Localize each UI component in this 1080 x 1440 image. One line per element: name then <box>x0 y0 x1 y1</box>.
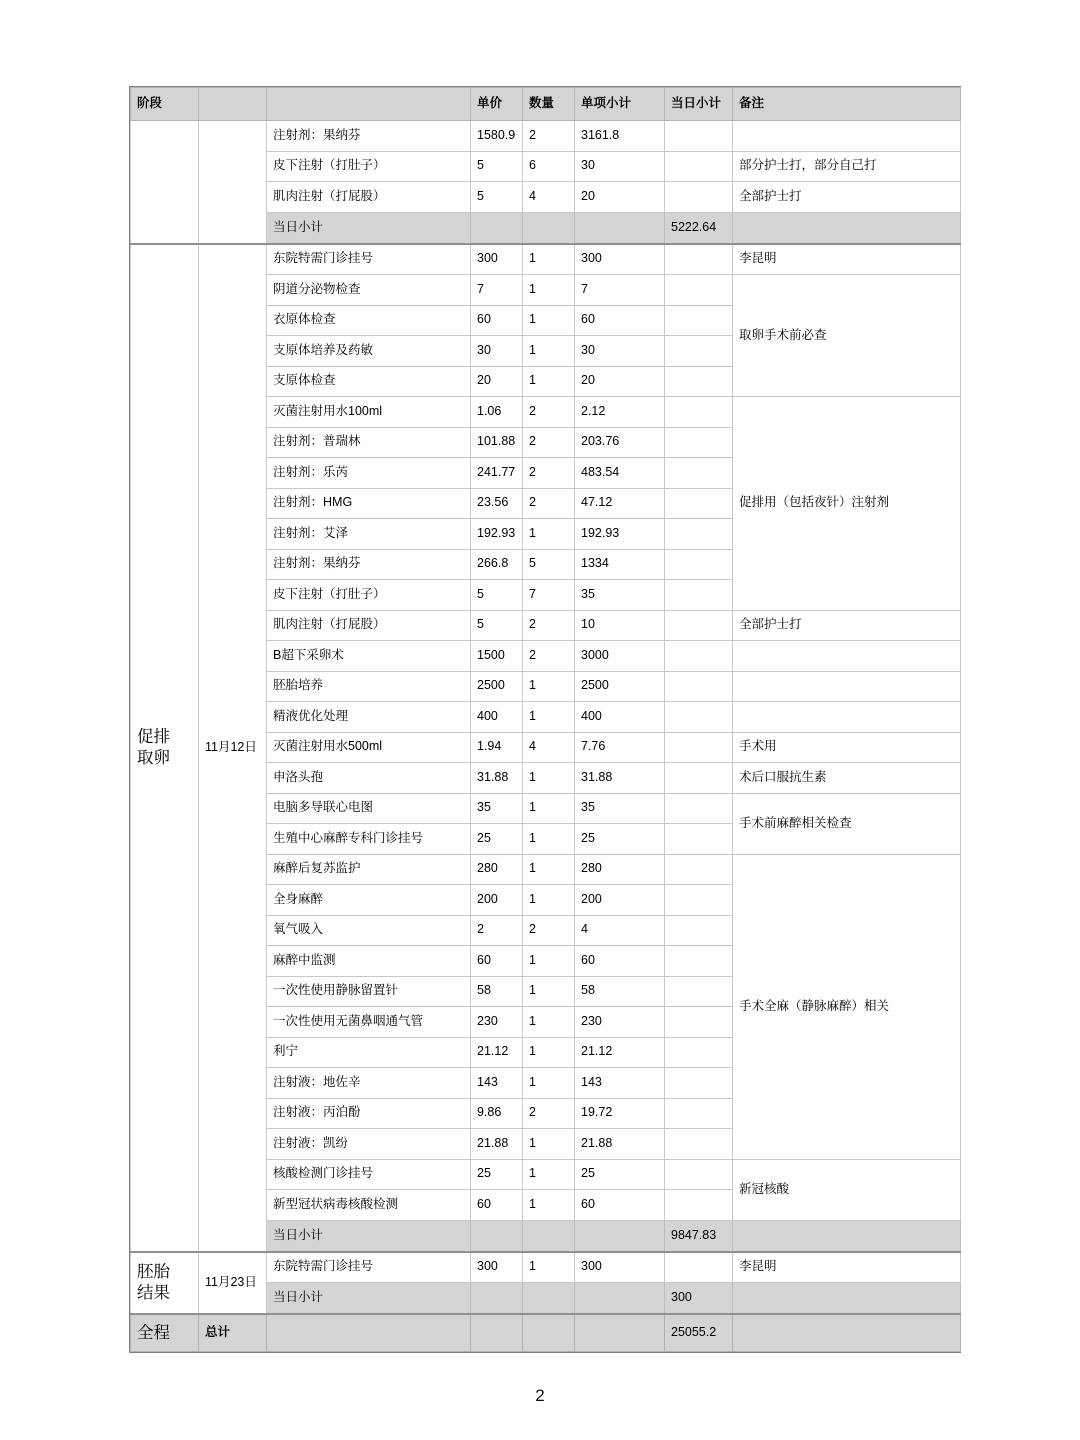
cell-qty: 2 <box>523 610 575 641</box>
cell-qty: 2 <box>523 121 575 152</box>
cell-qty: 1 <box>523 702 575 733</box>
cell-daysub <box>665 885 733 916</box>
cell-item: 麻醉后复苏监护 <box>267 854 471 885</box>
cell-sub: 3000 <box>575 641 665 672</box>
cell-qty: 1 <box>523 671 575 702</box>
cell-daysub <box>665 1007 733 1038</box>
cell-price: 266.8 <box>471 549 523 580</box>
cell-item: 注射液：丙泊酚 <box>267 1098 471 1129</box>
cell-item: 灭菌注射用水500ml <box>267 732 471 763</box>
cell-qty: 4 <box>523 182 575 213</box>
cell-sub: 60 <box>575 305 665 336</box>
cell-qty: 1 <box>523 1159 575 1190</box>
cell-daysub <box>665 1159 733 1190</box>
cell-remark: 新冠核酸 <box>733 1159 961 1220</box>
cell-item: 注射剂：乐芮 <box>267 458 471 489</box>
cell-item: 精液优化处理 <box>267 702 471 733</box>
column-header-item <box>267 88 471 121</box>
cell-remark <box>733 702 961 733</box>
cell-price: 280 <box>471 854 523 885</box>
cell-price: 230 <box>471 1007 523 1038</box>
cell-daysub <box>665 121 733 152</box>
cell-sub: 47.12 <box>575 488 665 519</box>
cell-qty: 2 <box>523 641 575 672</box>
cell-price: 5 <box>471 610 523 641</box>
cell-item: 全身麻醉 <box>267 885 471 916</box>
cell-price: 143 <box>471 1068 523 1099</box>
cell-sub: 30 <box>575 151 665 182</box>
cell-sub: 30 <box>575 336 665 367</box>
stage-cell: 促排 取卵 <box>131 244 199 1252</box>
cell-daysub <box>665 854 733 885</box>
cell-sub: 25 <box>575 1159 665 1190</box>
cell-sub: 10 <box>575 610 665 641</box>
cell-price: 58 <box>471 976 523 1007</box>
cell-item: 注射液：地佐辛 <box>267 1068 471 1099</box>
cell-item: B超下采卵术 <box>267 641 471 672</box>
cell-sub: 60 <box>575 946 665 977</box>
grand-total-row <box>131 1314 961 1352</box>
cell-price: 20 <box>471 366 523 397</box>
cell-sub: 7.76 <box>575 732 665 763</box>
cell-daysub <box>665 549 733 580</box>
date-cell: 11月23日 <box>199 1252 267 1315</box>
subtotal-empty-remark <box>733 1283 961 1315</box>
cost-table <box>130 87 961 1352</box>
grand-total-empty-qty <box>523 1314 575 1352</box>
subtotal-empty-remark <box>733 212 961 244</box>
cell-sub: 21.88 <box>575 1129 665 1160</box>
cell-sub: 230 <box>575 1007 665 1038</box>
cell-price: 60 <box>471 305 523 336</box>
cell-price: 300 <box>471 1252 523 1283</box>
cell-item: 一次性使用静脉留置针 <box>267 976 471 1007</box>
cell-item: 注射剂：普瑞林 <box>267 427 471 458</box>
column-header-daysub: 当日小计 <box>665 88 733 121</box>
cell-daysub <box>665 915 733 946</box>
day-subtotal-label: 当日小计 <box>267 1283 471 1315</box>
cell-qty: 1 <box>523 1007 575 1038</box>
cell-daysub <box>665 488 733 519</box>
cell-item: 麻醉中监测 <box>267 946 471 977</box>
cell-daysub <box>665 519 733 550</box>
cell-price: 241.77 <box>471 458 523 489</box>
cell-remark: 手术用 <box>733 732 961 763</box>
subtotal-empty-qty <box>523 212 575 244</box>
cell-daysub <box>665 1037 733 1068</box>
cell-price: 60 <box>471 946 523 977</box>
cell-price: 2500 <box>471 671 523 702</box>
column-header-remark: 备注 <box>733 88 961 121</box>
cell-item: 电脑多导联心电图 <box>267 793 471 824</box>
cell-qty: 1 <box>523 793 575 824</box>
cell-item: 新型冠状病毒核酸检测 <box>267 1190 471 1221</box>
cell-qty: 1 <box>523 1129 575 1160</box>
cell-item: 一次性使用无菌鼻咽通气管 <box>267 1007 471 1038</box>
cell-daysub <box>665 1068 733 1099</box>
cell-qty: 1 <box>523 1190 575 1221</box>
cell-qty: 1 <box>523 305 575 336</box>
cell-sub: 2500 <box>575 671 665 702</box>
cell-price: 31.88 <box>471 763 523 794</box>
cost-table-container <box>129 86 961 1353</box>
cell-price: 200 <box>471 885 523 916</box>
cell-qty: 2 <box>523 458 575 489</box>
cell-daysub <box>665 336 733 367</box>
cell-qty: 1 <box>523 824 575 855</box>
cell-qty: 4 <box>523 732 575 763</box>
cell-qty: 1 <box>523 885 575 916</box>
cell-price: 2 <box>471 915 523 946</box>
table-header-row <box>131 88 961 121</box>
grand-total-label: 总计 <box>199 1314 267 1352</box>
stage-cell <box>131 121 199 244</box>
cell-daysub <box>665 1129 733 1160</box>
cell-sub: 2.12 <box>575 397 665 428</box>
cell-price: 23.56 <box>471 488 523 519</box>
cell-price: 1500 <box>471 641 523 672</box>
cell-price: 1.94 <box>471 732 523 763</box>
cell-remark: 手术前麻醉相关检查 <box>733 793 961 854</box>
cell-item: 肌肉注射（打屁股） <box>267 610 471 641</box>
cell-daysub <box>665 1098 733 1129</box>
cell-remark: 取卵手术前必查 <box>733 275 961 397</box>
cell-qty: 5 <box>523 549 575 580</box>
subtotal-empty-qty <box>523 1220 575 1252</box>
cell-sub: 143 <box>575 1068 665 1099</box>
cell-price: 5 <box>471 580 523 611</box>
cell-qty: 1 <box>523 763 575 794</box>
cell-daysub <box>665 671 733 702</box>
cost-table-body <box>131 88 961 1352</box>
cell-sub: 1334 <box>575 549 665 580</box>
cell-remark: 李昆明 <box>733 244 961 275</box>
day-subtotal-label: 当日小计 <box>267 212 471 244</box>
cell-daysub <box>665 182 733 213</box>
cell-sub: 3161.8 <box>575 121 665 152</box>
cell-item: 注射剂：HMG <box>267 488 471 519</box>
cell-sub: 300 <box>575 244 665 275</box>
cell-qty: 1 <box>523 1037 575 1068</box>
grand-total-empty-remark <box>733 1314 961 1352</box>
cell-sub: 483.54 <box>575 458 665 489</box>
column-header-date <box>199 88 267 121</box>
column-header-price: 单价 <box>471 88 523 121</box>
cell-daysub <box>665 702 733 733</box>
stage-cell: 胚胎 结果 <box>131 1252 199 1315</box>
cell-daysub <box>665 366 733 397</box>
cell-remark: 手术全麻（静脉麻醉）相关 <box>733 854 961 1159</box>
cell-item: 注射液：凯纷 <box>267 1129 471 1160</box>
cell-qty: 2 <box>523 1098 575 1129</box>
cell-daysub <box>665 824 733 855</box>
cell-item: 氧气吸入 <box>267 915 471 946</box>
cell-item: 东院特需门诊挂号 <box>267 1252 471 1283</box>
cell-price: 5 <box>471 182 523 213</box>
day-subtotal-value: 9847.83 <box>665 1220 733 1252</box>
subtotal-empty-remark <box>733 1220 961 1252</box>
cell-sub: 31.88 <box>575 763 665 794</box>
cell-price: 300 <box>471 244 523 275</box>
subtotal-empty-sub <box>575 212 665 244</box>
cell-sub: 7 <box>575 275 665 306</box>
cell-price: 7 <box>471 275 523 306</box>
cell-daysub <box>665 580 733 611</box>
cell-item: 注射剂：果纳芬 <box>267 121 471 152</box>
subtotal-empty-price <box>471 212 523 244</box>
grand-total-value: 25055.2 <box>665 1314 733 1352</box>
cell-remark: 全部护士打 <box>733 182 961 213</box>
cell-sub: 60 <box>575 1190 665 1221</box>
grand-total-empty-sub <box>575 1314 665 1352</box>
cell-qty: 1 <box>523 366 575 397</box>
cell-qty: 1 <box>523 946 575 977</box>
cell-item: 灭菌注射用水100ml <box>267 397 471 428</box>
day-subtotal-value: 300 <box>665 1283 733 1315</box>
cell-sub: 203.76 <box>575 427 665 458</box>
cell-price: 1580.9 <box>471 121 523 152</box>
date-cell: 11月12日 <box>199 244 267 1252</box>
page-number: 2 <box>535 1386 545 1405</box>
cell-remark: 促排用（包括夜针）注射剂 <box>733 397 961 611</box>
cell-item: 支原体培养及药敏 <box>267 336 471 367</box>
cell-daysub <box>665 427 733 458</box>
cell-item: 衣原体检查 <box>267 305 471 336</box>
cell-item: 阴道分泌物检查 <box>267 275 471 306</box>
cell-price: 1.06 <box>471 397 523 428</box>
cell-qty: 1 <box>523 854 575 885</box>
subtotal-empty-price <box>471 1220 523 1252</box>
cell-qty: 2 <box>523 397 575 428</box>
cell-qty: 1 <box>523 519 575 550</box>
cell-qty: 1 <box>523 336 575 367</box>
cell-price: 400 <box>471 702 523 733</box>
cell-remark <box>733 641 961 672</box>
cell-sub: 4 <box>575 915 665 946</box>
cell-price: 21.88 <box>471 1129 523 1160</box>
cell-sub: 35 <box>575 580 665 611</box>
cell-item: 东院特需门诊挂号 <box>267 244 471 275</box>
grand-total-empty-item <box>267 1314 471 1352</box>
cell-remark <box>733 671 961 702</box>
cell-sub: 19.72 <box>575 1098 665 1129</box>
cell-daysub <box>665 1190 733 1221</box>
cell-sub: 25 <box>575 824 665 855</box>
cell-item: 胚胎培养 <box>267 671 471 702</box>
cell-item: 肌肉注射（打屁股） <box>267 182 471 213</box>
table-row <box>131 1252 961 1283</box>
cell-qty: 7 <box>523 580 575 611</box>
day-subtotal-value: 5222.64 <box>665 212 733 244</box>
cell-sub: 192.93 <box>575 519 665 550</box>
grand-total-stage: 全程 <box>131 1314 199 1352</box>
day-subtotal-label: 当日小计 <box>267 1220 471 1252</box>
subtotal-empty-price <box>471 1283 523 1315</box>
cell-daysub <box>665 976 733 1007</box>
cell-daysub <box>665 397 733 428</box>
cell-daysub <box>665 244 733 275</box>
column-header-stage: 阶段 <box>131 88 199 121</box>
cell-daysub <box>665 305 733 336</box>
cell-remark: 李昆明 <box>733 1252 961 1283</box>
cell-price: 192.93 <box>471 519 523 550</box>
cell-item: 生殖中心麻醉专科门诊挂号 <box>267 824 471 855</box>
cell-daysub <box>665 793 733 824</box>
table-row <box>131 121 961 152</box>
cell-remark <box>733 121 961 152</box>
cell-price: 101.88 <box>471 427 523 458</box>
cell-remark: 全部护士打 <box>733 610 961 641</box>
cell-item: 支原体检查 <box>267 366 471 397</box>
cell-qty: 1 <box>523 275 575 306</box>
cell-qty: 6 <box>523 151 575 182</box>
cell-daysub <box>665 151 733 182</box>
cell-daysub <box>665 1252 733 1283</box>
cell-sub: 21.12 <box>575 1037 665 1068</box>
cell-sub: 300 <box>575 1252 665 1283</box>
cell-daysub <box>665 458 733 489</box>
cell-price: 21.12 <box>471 1037 523 1068</box>
cell-qty: 1 <box>523 244 575 275</box>
date-cell <box>199 121 267 244</box>
cell-item: 皮下注射（打肚子） <box>267 580 471 611</box>
cell-daysub <box>665 763 733 794</box>
cell-sub: 400 <box>575 702 665 733</box>
cell-qty: 1 <box>523 976 575 1007</box>
cell-item: 核酸检测门诊挂号 <box>267 1159 471 1190</box>
cell-qty: 1 <box>523 1068 575 1099</box>
cell-remark: 部分护士打，部分自己打 <box>733 151 961 182</box>
cell-item: 申洛头孢 <box>267 763 471 794</box>
subtotal-empty-sub <box>575 1220 665 1252</box>
cell-sub: 20 <box>575 366 665 397</box>
cell-item: 注射剂：果纳芬 <box>267 549 471 580</box>
grand-total-empty-price <box>471 1314 523 1352</box>
cell-sub: 200 <box>575 885 665 916</box>
cell-daysub <box>665 732 733 763</box>
cell-daysub <box>665 610 733 641</box>
column-header-sub: 单项小计 <box>575 88 665 121</box>
cell-price: 9.86 <box>471 1098 523 1129</box>
cell-daysub <box>665 946 733 977</box>
cell-qty: 2 <box>523 915 575 946</box>
cell-price: 25 <box>471 824 523 855</box>
cell-sub: 35 <box>575 793 665 824</box>
cell-qty: 2 <box>523 427 575 458</box>
cell-price: 25 <box>471 1159 523 1190</box>
cell-qty: 2 <box>523 488 575 519</box>
cell-daysub <box>665 275 733 306</box>
subtotal-empty-sub <box>575 1283 665 1315</box>
cell-sub: 20 <box>575 182 665 213</box>
subtotal-empty-qty <box>523 1283 575 1315</box>
cell-price: 60 <box>471 1190 523 1221</box>
cell-item: 皮下注射（打肚子） <box>267 151 471 182</box>
cell-price: 35 <box>471 793 523 824</box>
cell-price: 30 <box>471 336 523 367</box>
cell-price: 5 <box>471 151 523 182</box>
cell-item: 利宁 <box>267 1037 471 1068</box>
table-row <box>131 244 961 275</box>
cell-sub: 280 <box>575 854 665 885</box>
cell-remark: 术后口服抗生素 <box>733 763 961 794</box>
cell-item: 注射剂：艾泽 <box>267 519 471 550</box>
column-header-qty: 数量 <box>523 88 575 121</box>
cell-sub: 58 <box>575 976 665 1007</box>
cell-daysub <box>665 641 733 672</box>
cell-qty: 1 <box>523 1252 575 1283</box>
